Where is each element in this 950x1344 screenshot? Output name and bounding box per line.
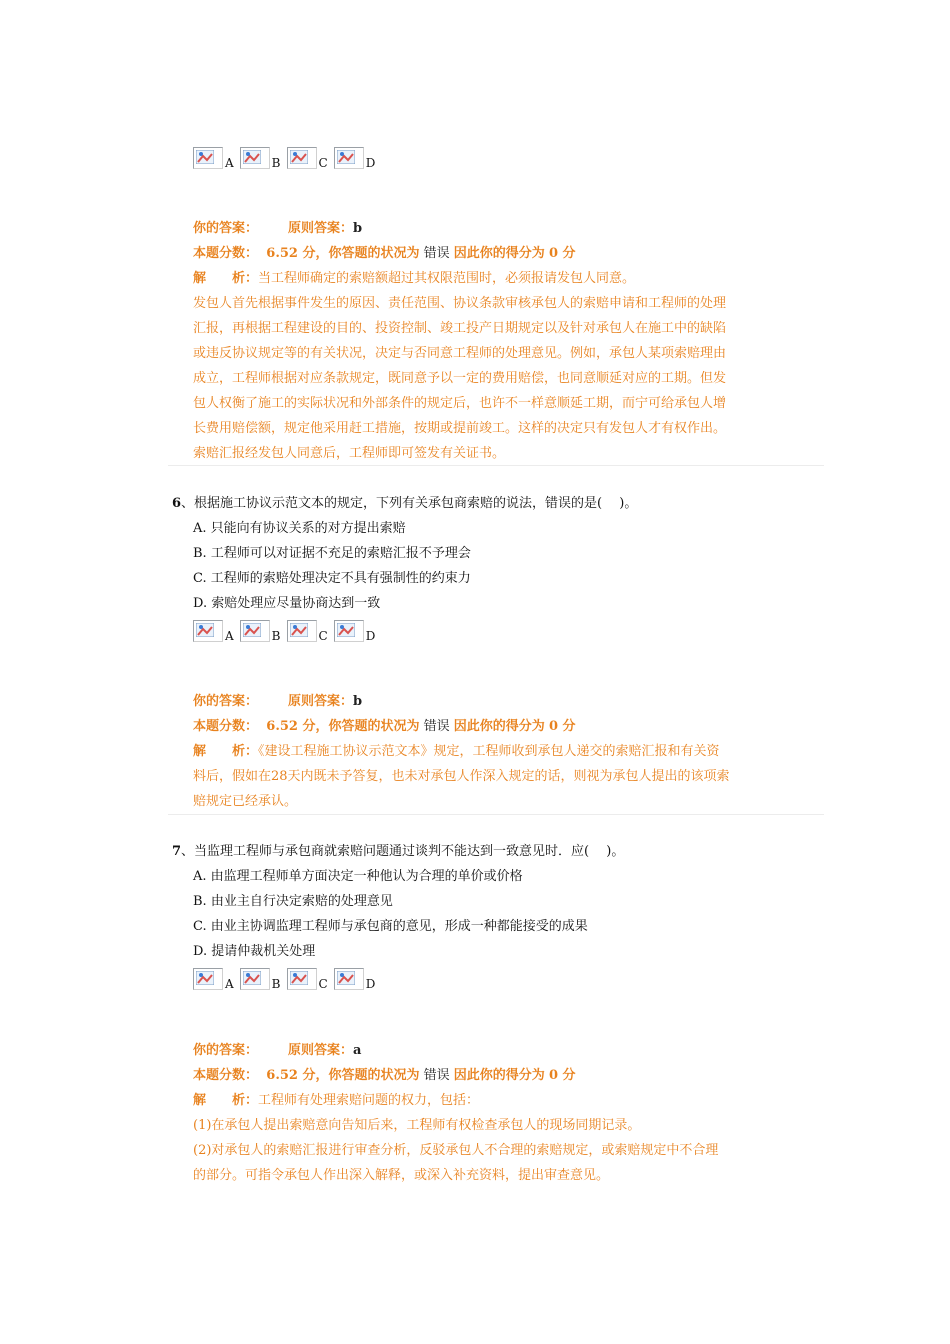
choice-c: C. 由业主协调监理工程师与承包商的意见，形成一种都能接受的成果 (193, 919, 588, 934)
answer-line: 你的答案： 原则答案：b (193, 221, 363, 236)
broken-image-icon (287, 620, 317, 642)
analysis-line: 解 析：当工程师确定的索赔额超过其权限范围时，必须报请发包人同意。 (193, 271, 636, 286)
question-stem: 7、当监理工程师与承包商就索赔问题通过谈判不能达到一致意见时．应( )。 (172, 844, 625, 859)
analysis-text: 索赔汇报经发包人同意后，工程师即可签发有关证书。 (193, 446, 506, 461)
score-line: 本题分数： 6.52 分，你答题的状况为 错误 因此你的得分为 0 分 (193, 1068, 576, 1083)
choice-b: B. 工程师可以对证据不充足的索赔汇报不予理会 (193, 546, 471, 561)
analysis-text: 或违反协议规定等的有关状况，决定与否同意工程师的处理意见。例如，承包人某项索赔理由 (193, 346, 727, 361)
answer-options-6 (193, 616, 381, 642)
broken-image-icon (334, 968, 364, 990)
option-d[interactable]: D (334, 968, 376, 990)
answer-block-1 (193, 216, 793, 466)
option-d[interactable]: D (334, 620, 376, 642)
broken-image-icon (334, 620, 364, 642)
analysis-text: (1)在承包人提出索赔意向告知后来，工程师有权检查承包人的现场同期记录。 (193, 1118, 641, 1133)
broken-image-icon (193, 968, 223, 990)
choice-d: D. 索赔处理应尽量协商达到一致 (193, 596, 381, 611)
question-stem: 6、根据施工协议示范文本的规定，下列有关承包商索赔的说法，错误的是( )。 (172, 496, 638, 511)
option-d[interactable]: D (334, 147, 376, 169)
option-c[interactable]: C (287, 147, 328, 169)
analysis-text: 的部分。可指令承包人作出深入解释，或深入补充资料，提出审查意见。 (193, 1168, 610, 1183)
analysis-text: 长费用赔偿额，规定他采用赶工措施，按期或提前竣工。这样的决定只有发包人才有权作出。 (193, 421, 727, 436)
question-6 (172, 491, 812, 616)
broken-image-icon (240, 147, 270, 169)
option-a[interactable]: A (193, 147, 234, 169)
choice-a: A. 只能向有协议关系的对方提出索赔 (193, 521, 406, 536)
divider (168, 814, 824, 815)
answer-block-7 (193, 1038, 793, 1188)
score-line: 本题分数： 6.52 分，你答题的状况为 错误 因此你的得分为 0 分 (193, 246, 576, 261)
choice-a: A. 由监理工程师单方面决定一种他认为合理的单价或价格 (193, 869, 523, 884)
analysis-line: 解 析：工程师有处理索赔问题的权力，包括： (193, 1093, 480, 1108)
answer-line: 你的答案： 原则答案：b (193, 694, 363, 709)
option-a[interactable]: A (193, 620, 234, 642)
option-b[interactable]: B (240, 968, 281, 990)
answer-options-1 (193, 143, 381, 169)
option-c[interactable]: C (287, 620, 328, 642)
choice-c: C. 工程师的索赔处理决定不具有强制性的约束力 (193, 571, 471, 586)
option-c[interactable]: C (287, 968, 328, 990)
choice-d: D. 提请仲裁机关处理 (193, 944, 316, 959)
broken-image-icon (240, 968, 270, 990)
analysis-text: 料后，假如在28天内既未予答复，也未对承包人作深入规定的话，则视为承包人提出的该项索 (193, 769, 730, 784)
analysis-text: 成立，工程师根据对应条款规定，既同意予以一定的费用赔偿，也同意顺延对应的工期。但发 (193, 371, 727, 386)
choice-b: B. 由业主自行决定索赔的处理意见 (193, 894, 393, 909)
analysis-text: 发包人首先根据事件发生的原因、责任范围、协议条款审核承包人的索赔申请和工程师的处理 (193, 296, 727, 311)
analysis-line: 解 析：《建设工程施工协议示范文本》规定，工程师收到承包人递交的索赔汇报和有关资 (193, 744, 720, 759)
broken-image-icon (287, 147, 317, 169)
answer-options-7 (193, 964, 381, 990)
divider (168, 465, 824, 466)
broken-image-icon (334, 147, 364, 169)
score-line: 本题分数： 6.52 分，你答题的状况为 错误 因此你的得分为 0 分 (193, 719, 576, 734)
option-a[interactable]: A (193, 968, 234, 990)
broken-image-icon (193, 147, 223, 169)
broken-image-icon (193, 620, 223, 642)
answer-block-6 (193, 689, 793, 814)
option-b[interactable]: B (240, 147, 281, 169)
question-7 (172, 839, 812, 964)
broken-image-icon (240, 620, 270, 642)
option-b[interactable]: B (240, 620, 281, 642)
broken-image-icon (287, 968, 317, 990)
analysis-text: 包人权衡了施工的实际状况和外部条件的规定后，也许不一样意顺延工期，而宁可给承包人增 (193, 396, 727, 411)
answer-line: 你的答案： 原则答案：a (193, 1043, 362, 1058)
analysis-text: 汇报，再根据工程建设的目的、投资控制、竣工投产日期规定以及针对承包人在施工中的缺陷 (193, 321, 727, 336)
analysis-text: (2)对承包人的索赔汇报进行审查分析，反驳承包人不合理的索赔规定，或索赔规定中不合理 (193, 1143, 719, 1158)
analysis-text: 赔规定已经承认。 (193, 794, 298, 809)
